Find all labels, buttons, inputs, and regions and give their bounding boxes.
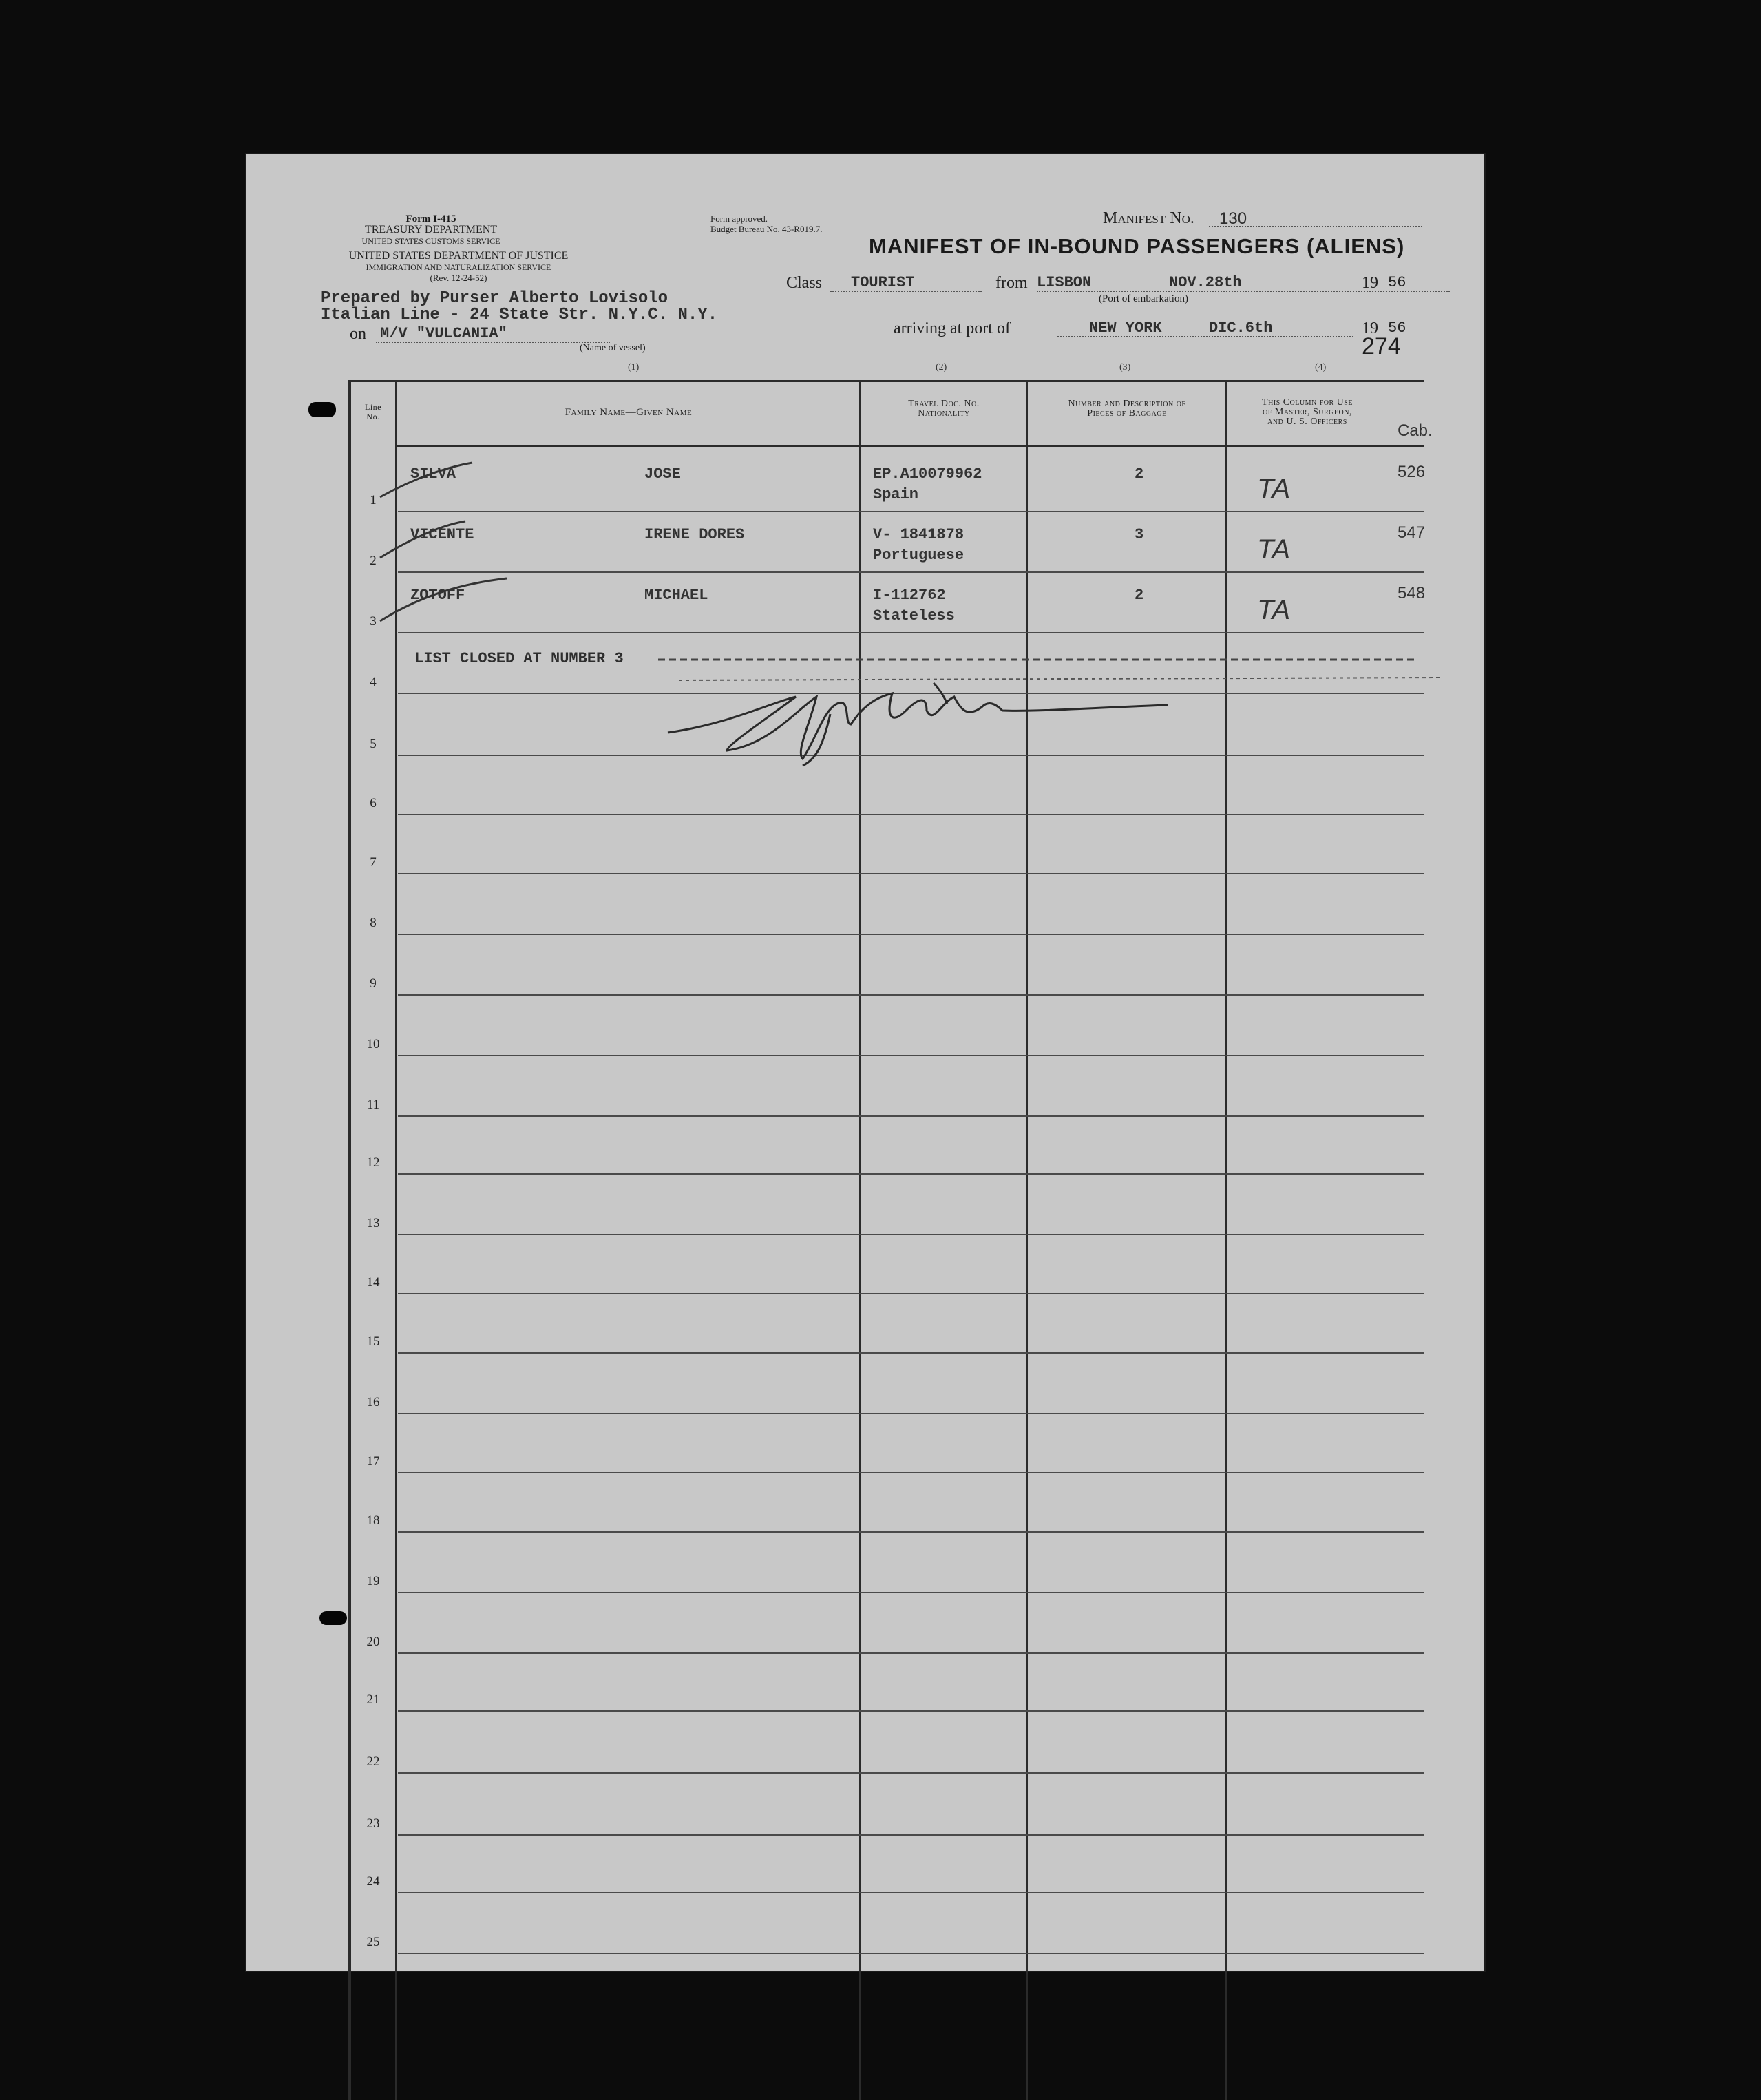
family-name: VICENTE xyxy=(410,526,474,543)
vessel-caption: (Name of vessel) xyxy=(580,343,646,353)
col-header-line-2: No. xyxy=(366,412,380,421)
list-closed-text: LIST CLOSED AT NUMBER 3 xyxy=(414,650,624,667)
port-embarkation-caption: (Port of embarkation) xyxy=(1099,293,1188,304)
arrival-port: NEW YORK xyxy=(1089,319,1162,337)
manifest-number: 130 xyxy=(1219,209,1247,228)
line-number: 7 xyxy=(370,855,377,870)
officer-mark: TA xyxy=(1257,534,1291,565)
departure-date: NOV.28th xyxy=(1169,274,1242,291)
travel-doc-number: I-112762 xyxy=(873,587,946,604)
officer-mark: TA xyxy=(1257,595,1291,625)
cabin-number: 548 xyxy=(1398,584,1426,602)
col-header-travel-doc-2: Nationality xyxy=(918,408,970,419)
prepared-by-line2: Italian Line - 24 State Str. N.Y.C. N.Y. xyxy=(321,306,718,324)
year-value-1: 56 xyxy=(1388,274,1406,291)
line-number: 12 xyxy=(366,1155,380,1170)
line-number: 5 xyxy=(370,737,377,751)
form-approved: Form approved. xyxy=(710,213,768,224)
line-number: 13 xyxy=(366,1216,380,1230)
class-value: TOURIST xyxy=(851,274,915,291)
cabin-header: Cab. xyxy=(1398,421,1433,440)
nationality: Portuguese xyxy=(873,547,964,564)
manifest-no-label: Manifest No. xyxy=(1103,209,1194,227)
col-header-baggage-2: Pieces of Baggage xyxy=(1087,408,1167,419)
col-header-line-1: Line xyxy=(365,402,381,412)
from-label: from xyxy=(995,274,1028,292)
justice-dept: UNITED STATES DEPARTMENT OF JUSTICE xyxy=(348,250,569,262)
arriving-label: arriving at port of xyxy=(894,319,1011,337)
line-number: 2 xyxy=(370,554,377,568)
binder-mark-top xyxy=(308,402,336,417)
line-number: 19 xyxy=(366,1574,380,1588)
handwriting-overlay xyxy=(245,153,1486,1972)
given-name: JOSE xyxy=(644,465,681,483)
binder-mark-bottom xyxy=(319,1611,347,1625)
col-header-officers-1: This Column for Use xyxy=(1262,397,1353,408)
line-number: 6 xyxy=(370,796,377,810)
line-number: 22 xyxy=(366,1754,380,1769)
nationality: Spain xyxy=(873,486,919,503)
col-header-name: Family Name—Given Name xyxy=(565,407,693,418)
family-name: ZOTOFF xyxy=(410,587,465,604)
line-number: 18 xyxy=(366,1513,380,1528)
treasury-dept: TREASURY DEPARTMENT xyxy=(364,224,498,235)
page-title: MANIFEST OF IN-BOUND PASSENGERS (ALIENS) xyxy=(869,234,1405,258)
line-number: 23 xyxy=(366,1816,380,1831)
year-label-2: 19 xyxy=(1362,319,1378,337)
line-number: 17 xyxy=(366,1454,380,1469)
line-number: 14 xyxy=(366,1275,380,1290)
year-label-1: 19 xyxy=(1362,274,1378,292)
stamp-number: 274 xyxy=(1362,333,1401,359)
manifest-page xyxy=(245,153,1486,1972)
arrival-date: DIC.6th xyxy=(1209,319,1273,337)
baggage-count: 3 xyxy=(1135,526,1144,543)
cabin-number: 526 xyxy=(1398,463,1426,481)
line-number: 15 xyxy=(366,1334,380,1349)
col-header-officers-3: and U. S. Officers xyxy=(1267,417,1347,427)
given-name: MICHAEL xyxy=(644,587,708,604)
given-name: IRENE DORES xyxy=(644,526,745,543)
col-num-1: (1) xyxy=(628,362,640,372)
baggage-count: 2 xyxy=(1135,465,1144,483)
cross-out-marks xyxy=(380,463,507,621)
cabin-number: 547 xyxy=(1398,523,1426,542)
class-label: Class xyxy=(786,274,823,292)
line-number: 20 xyxy=(366,1635,380,1649)
col-num-4: (4) xyxy=(1315,362,1327,372)
col-header-officers-2: of Master, Surgeon, xyxy=(1263,407,1352,417)
line-number: 25 xyxy=(366,1935,380,1949)
line-number: 9 xyxy=(370,976,377,991)
vessel-value: M/V "VULCANIA" xyxy=(380,325,507,342)
family-name: SILVA xyxy=(410,465,456,483)
travel-doc-number: EP.A10079962 xyxy=(873,465,982,483)
line-number: 8 xyxy=(370,916,377,930)
line-number: 21 xyxy=(366,1692,380,1707)
line-number: 3 xyxy=(370,614,377,629)
line-number: 10 xyxy=(366,1037,380,1051)
year-value-2: 56 xyxy=(1388,319,1406,337)
col-num-3: (3) xyxy=(1119,362,1131,372)
line-number: 4 xyxy=(370,675,377,689)
col-header-travel-doc-1: Travel Doc. No. xyxy=(908,399,980,409)
list-closed-dashes xyxy=(658,660,1443,680)
from-value: LISBON xyxy=(1037,274,1092,291)
baggage-count: 2 xyxy=(1135,587,1144,604)
line-number: 24 xyxy=(366,1874,380,1889)
form-number: Form I-415 xyxy=(405,213,456,224)
line-number: 11 xyxy=(366,1098,380,1112)
signature xyxy=(668,683,1168,766)
line-number: 16 xyxy=(366,1395,380,1409)
on-label: on xyxy=(350,325,366,343)
prepared-by-line1: Prepared by Purser Alberto Lovisolo xyxy=(321,289,668,308)
budget-bureau: Budget Bureau No. 43-R019.7. xyxy=(710,224,823,234)
customs-service: UNITED STATES CUSTOMS SERVICE xyxy=(361,236,500,246)
col-header-baggage-1: Number and Description of xyxy=(1068,399,1186,409)
revision-date: (Rev. 12-24-52) xyxy=(430,273,487,283)
nationality: Stateless xyxy=(873,607,955,624)
travel-doc-number: V- 1841878 xyxy=(873,526,964,543)
col-num-2: (2) xyxy=(936,362,947,372)
ins-service: IMMIGRATION AND NATURALIZATION SERVICE xyxy=(366,262,551,272)
line-number: 1 xyxy=(370,493,377,507)
officer-mark: TA xyxy=(1257,474,1291,504)
